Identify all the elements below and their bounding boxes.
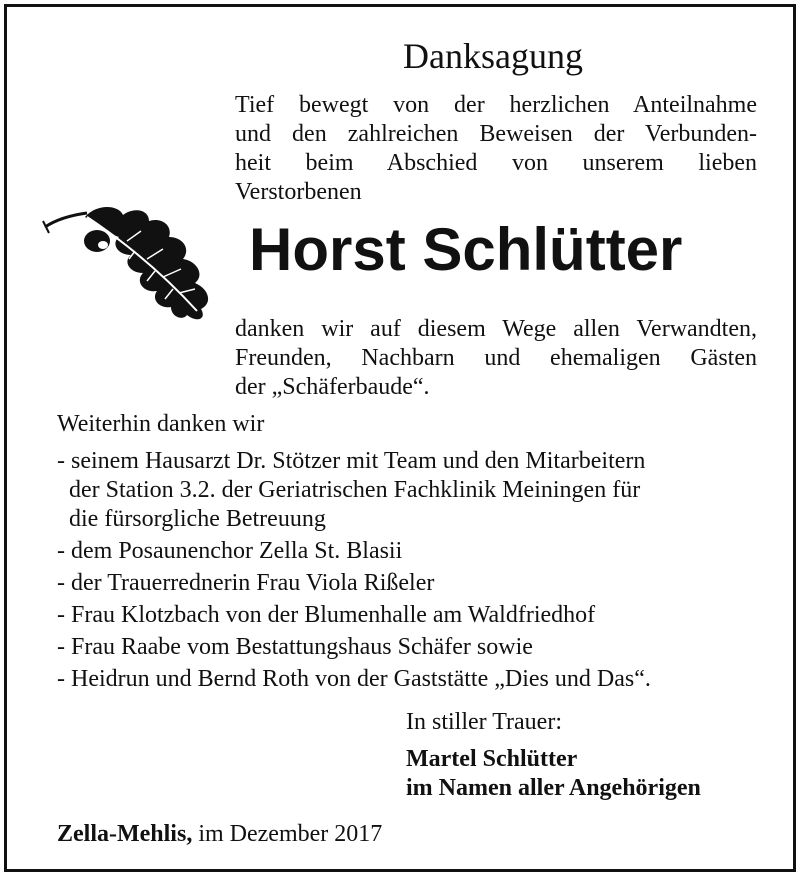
intro-line: heit beim Abschied von unserem lieben <box>235 150 757 176</box>
intro-text <box>235 91 757 207</box>
signature-name: Martel Schlütter <box>406 746 578 772</box>
signature-family: im Namen aller Angehörigen <box>406 775 701 801</box>
oak-leaf-icon <box>37 197 227 322</box>
list-item: - Heidrun und Bernd Roth von der Gaststätte „Dies und Das“. <box>57 666 651 692</box>
thanks-text <box>235 315 757 402</box>
list-item: - seinem Hausarzt Dr. Stötzer mit Team und den Mitarbeitern <box>57 448 646 474</box>
mourning-label: In stiller Trauer: <box>406 709 562 735</box>
intro-line: Verstorbenen <box>235 179 362 205</box>
list-item: - dem Posaunenchor Zella St. Blasii <box>57 538 403 564</box>
place-date <box>57 821 382 848</box>
thanks-line: danken wir auf diesem Wege allen Verwandten, <box>235 316 757 342</box>
place-city: Zella-Mehlis, <box>57 821 193 847</box>
intro-line: und den zahlreichen Beweisen der Verbunden- <box>235 121 757 147</box>
list-item-continuation: die fürsorgliche Betreuung <box>69 506 326 532</box>
list-item: - der Trauerrednerin Frau Viola Rißeler <box>57 570 435 596</box>
deceased-name: Horst Schlütter <box>249 216 683 283</box>
intro-line: Tief bewegt von der herzlichen Anteilnahme <box>235 92 757 118</box>
place-date-text: im Dezember 2017 <box>198 821 383 847</box>
list-item: - Frau Raabe vom Bestattungshaus Schäfer sowie <box>57 634 533 660</box>
heading: Danksagung <box>403 36 583 76</box>
signature <box>406 745 701 803</box>
notice-frame <box>4 4 796 872</box>
list-item-continuation: der Station 3.2. der Geriatrischen Fachklinik Meiningen für <box>69 477 641 503</box>
thanks-list <box>57 447 651 694</box>
thanks-line: Freunden, Nachbarn und ehemaligen Gästen <box>235 345 757 371</box>
list-item: - Frau Klotzbach von der Blumenhalle am Waldfriedhof <box>57 602 596 628</box>
thanks-line: der „Schäferbaude“. <box>235 374 430 400</box>
further-thanks-intro: Weiterhin danken wir <box>57 411 265 437</box>
